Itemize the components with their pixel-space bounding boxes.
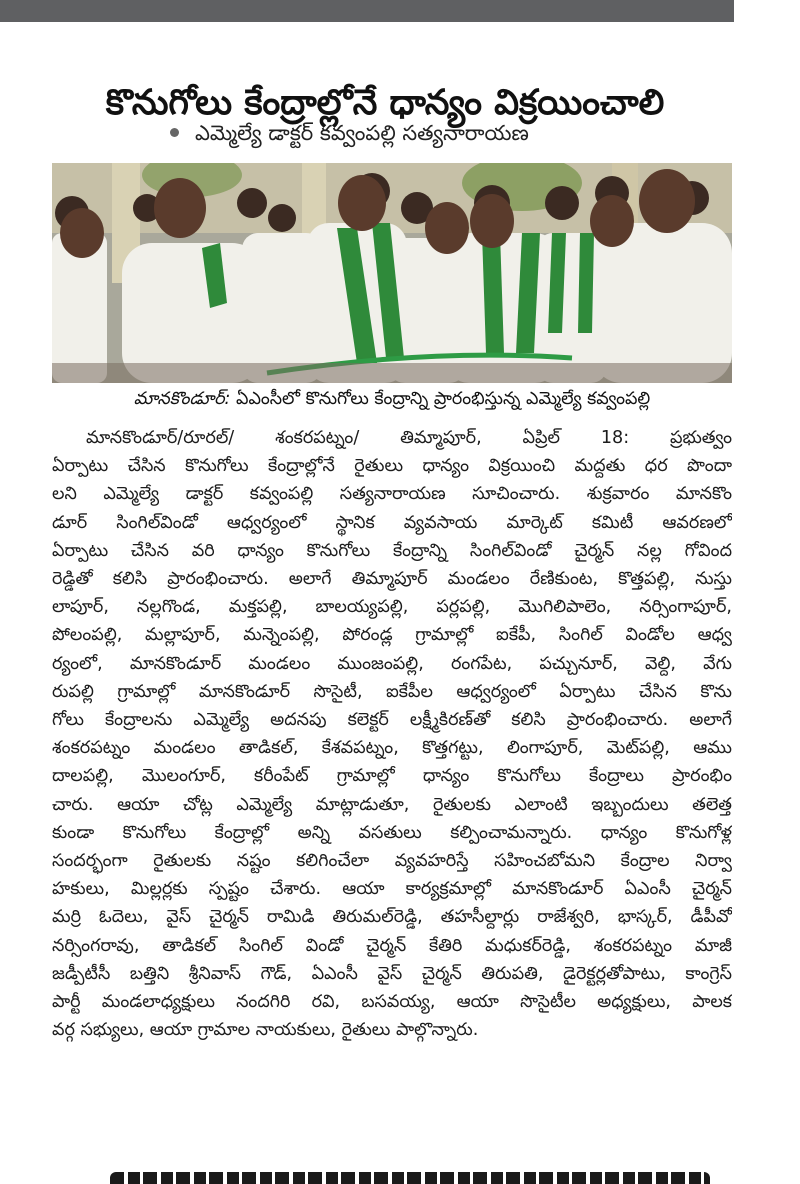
body-line: జడ్పీటీసీ బత్తిని శ్రీనివాస్ గౌడ్, ఏఎంసీ వైస్ చైర్మన్ తిరుపతి, డైరెక్టర్లతోపాటు, కాంగ్రెస్ [52,963,732,984]
body-line: పార్టీ మండలాధ్యక్షులు నందగిరి రవి, బసవయ్య, ఆయా సొసైటీల అధ్యక్షులు, పాలక [52,992,732,1013]
article-body [52,424,732,1044]
article-subhead [170,118,690,148]
body-line: ర్యంలో, మానకొండూర్ మండలం ముంజంపల్లి, రంగపేట, పచ్చునూర్, వెల్ది, వేగు [52,653,732,674]
caption-place: మానకొండూర్: [133,389,231,409]
body-line: శంకరపట్నం మండలం తాడికల్, కేశవపట్నం, కొత్తగట్టు, లింగాపూర్, మెట్‌పల్లి, ఆము [52,738,732,759]
cropped-text-strip [110,1172,710,1184]
body-line: నర్సింగరావు, తాడికల్ సింగిల్ విండో చైర్మన్ కేతిరి మధుకర్‌రెడ్డి, శంకరపట్నం మాజీ [52,935,732,956]
body-line: సందర్భంగా రైతులకు నష్టం కలిగించేలా వ్యవహరిస్తే సహించబోమని కేంద్రాల నిర్వా [52,851,732,872]
article-photo [52,163,732,383]
caption-text: ఏఎంసీలో కొనుగోలు కేంద్రాన్ని ప్రారంభిస్తున్న ఎమ్మెల్యే కవ్వంపల్లి [236,389,651,409]
body-line: ఏర్పాటు చేసిన వరి ధాన్యం కొనుగోలు కేంద్రాన్ని సింగిల్‌విండో చైర్మన్ నల్ల గోవింద [52,540,732,561]
body-line: కుండా కొనుగోలు కేంద్రాల్లో అన్ని వసతులు కల్పించామన్నారు. ధాన్యం కొనుగోళ్ల [52,822,732,843]
body-line: చారు. ఆయా చోట్ల ఎమ్మెల్యే మాట్లాడుతూ, రైతులకు ఎలాంటి ఇబ్బందులు తలెత్త [52,794,732,815]
body-line: మర్రి ఓదెలు, వైస్ చైర్మన్ రామిడి తిరుమల్‌రెడ్డి, తహసీల్దార్లు రాజేశ్వరి, భాస్కర్, డీపీవో [52,907,732,928]
body-line: వర్గ సభ్యులు, ఆయా గ్రామాల నాయకులు, రైతులు పాల్గొన్నారు. [52,1020,479,1041]
body-line: రెడ్డితో కలిసి ప్రారంభించారు. అలాగే తిమ్మాపూర్ మండలం రేణికుంట, కొత్తపల్లి, నుస్తు [52,569,732,590]
body-line: గోలు కేంద్రాలను ఎమ్మెల్యే అదనపు కలెక్టర్ లక్ష్మీకిరణ్‌తో కలిసి ప్రారంభించారు. అలాగే [52,710,732,731]
next-article-headline-cropped [110,1166,710,1184]
body-line: పోలంపల్లి, మల్లాపూర్, మన్నెంపల్లి, పోరండ్ల గ్రామాల్లో ఐకేపీ, సింగిల్ విండోల ఆధ్వ [52,625,732,646]
bullet-icon [170,128,179,137]
photo-caption [52,386,732,412]
body-line: మానకొండూర్/రూరల్/ శంకరపట్నం/ తిమ్మాపూర్, ఏప్రిల్ 18: ప్రభుత్వం [86,428,732,448]
body-line: లని ఎమ్మెల్యే డాక్టర్ కవ్వంపల్లి సత్యనారాయణ సూచించారు. శుక్రవారం మానకొం [52,484,732,505]
photo-illustration [52,163,732,383]
body-line: హకులు, మిల్లర్లకు స్పష్టం చేశారు. ఆయా కార్యక్రమాల్లో మానకొండూర్ ఏఎంసీ చైర్మన్ [52,879,732,900]
top-header-band [0,0,734,22]
subhead-text: ఎమ్మెల్యే డాక్టర్ కవ్వంపల్లి సత్యనారాయణ [195,121,529,145]
body-line: లాపూర్, నల్లగొండ, మక్తపల్లి, బాలయ్యపల్లి, పర్లపల్లి, మొగిలిపాలెం, నర్సింగాపూర్, [52,597,732,618]
body-line: దాలపల్లి, మొలంగూర్, కరీంపేట్ గ్రామాల్లో ధాన్యం కొనుగోలు కేంద్రాలు ప్రారంభిం [52,766,732,787]
body-line: ఏర్పాటు చేసిన కొనుగోలు కేంద్రాల్లోనే రైతులు ధాన్యం విక్రయించి మద్దతు ధర పొందా [52,456,732,477]
article-headline: కొనుగోలు కేంద్రాల్లోనే ధాన్యం విక్రయించాలి [105,83,665,124]
body-line: రుపల్లి గ్రామాల్లో మానకొండూర్ సొసైటీ, ఐకేపీల ఆధ్వర్యంలో ఏర్పాటు చేసిన కొను [52,681,732,702]
body-line: డూర్ సింగిల్‌విండో ఆధ్వర్యంలో స్థానిక వ్యవసాయ మార్కెట్ కమిటీ ఆవరణలో [52,512,732,533]
